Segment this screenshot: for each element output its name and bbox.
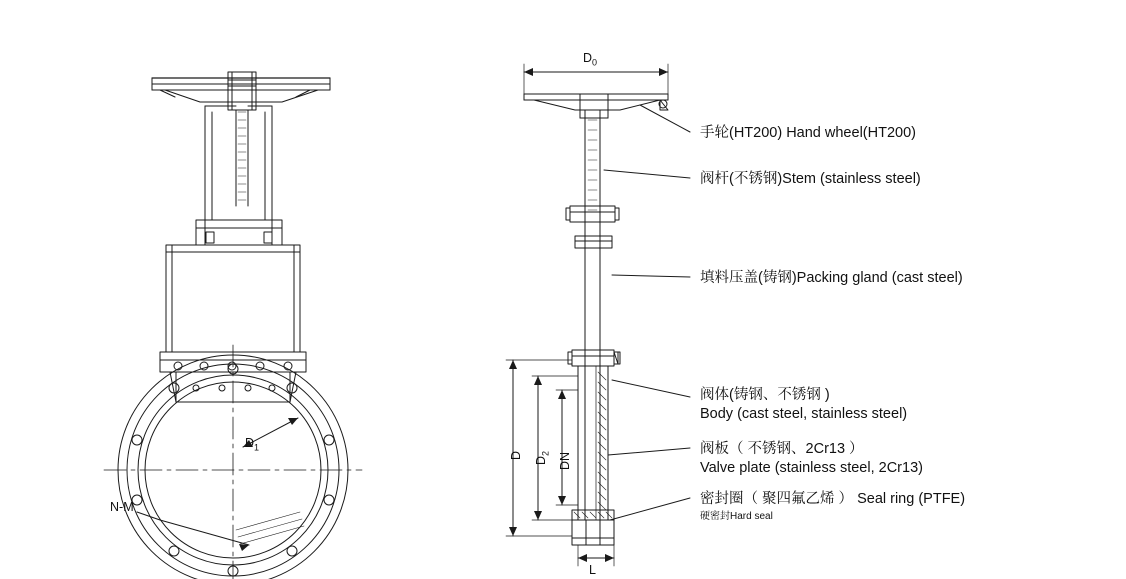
leader-body <box>612 380 690 397</box>
leader-valve-plate <box>608 448 690 455</box>
callout-packing-gland: 填料压盖(铸钢)Packing gland (cast steel) <box>700 270 963 286</box>
leader-packing-gland <box>612 275 690 277</box>
callout-body-line2: Body (cast steel, stainless steel) <box>700 406 908 422</box>
leader-hand-wheel <box>640 105 690 132</box>
callout-stem: 阀杆(不锈钢)Stem (stainless steel) <box>700 171 921 187</box>
dim-d2: $D_2$ <box>534 450 551 465</box>
callout-body-line1: 阀体(铸钢、不锈钢 ) <box>700 387 830 403</box>
callout-valve-plate-line1: 阀板（ 不锈钢、2Cr13 ） <box>700 441 864 457</box>
callout-seal-ring: 密封圈（ 聚四氟乙烯 ） Seal ring (PTFE) <box>700 491 966 507</box>
leader-seal-ring <box>610 498 690 520</box>
callout-valve-plate-line2: Valve plate (stainless steel, 2Cr13) <box>700 460 923 476</box>
dim-dn: DN <box>558 451 572 470</box>
left-view-group <box>104 72 362 579</box>
dim-d: D <box>509 450 523 460</box>
callout-seal-ring-note: 硬密封Hard seal <box>700 511 773 522</box>
dim-d1: $D_1$ <box>245 436 260 453</box>
dim-l: L <box>589 563 596 577</box>
dim-d0: $D_0$ <box>583 51 598 68</box>
dim-n-m: N-M <box>110 500 134 514</box>
right-view-group <box>506 64 690 566</box>
leader-stem <box>604 170 690 178</box>
callout-hand-wheel: 手轮(HT200) Hand wheel(HT200) <box>700 125 916 141</box>
